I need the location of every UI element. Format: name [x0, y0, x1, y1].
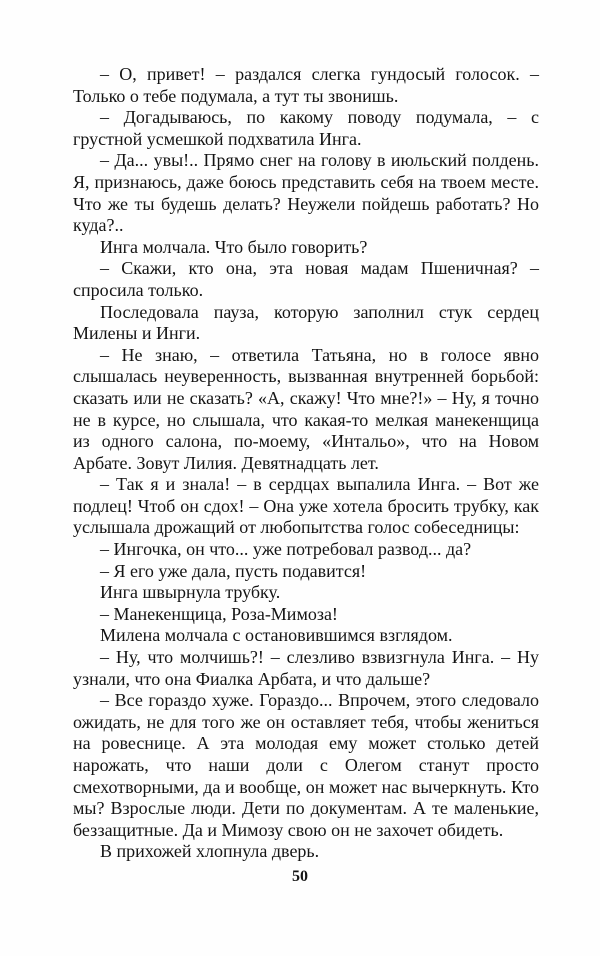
- paragraph-5: – Скажи, кто она, эта новая мадам Пшеничная? – спросила только.: [73, 258, 539, 300]
- paragraph-6: Последовала пауза, которую заполнил стук сердец Милены и Инги.: [73, 301, 539, 344]
- paragraph-16: В прихожей хлопнула дверь.: [100, 841, 320, 862]
- page-text: [73, 64, 539, 863]
- paragraph-10: – Я его уже дала, пусть подавится!: [100, 560, 367, 581]
- paragraph-13: Милена молчала с остановившимся взглядом.: [100, 625, 453, 646]
- paragraph-14: – Ну, что молчишь?! – слезливо взвизгнула Инга. – Ну узнали, что она Фиалка Арбата, и что дальше?: [73, 647, 539, 689]
- paragraph-8: – Так я и знала! – в сердцах выпалила Инга. – Вот же подлец! Чтоб он сдох! – Она уже хотела бросить трубку, как услышала дрожащий от любопытства голос собеседницы:: [73, 474, 539, 538]
- page-number: 50: [292, 868, 308, 885]
- paragraph-2: – Догадываюсь, по какому поводу подумала, – с грустной усмешкой подхватила Инга.: [73, 107, 539, 149]
- paragraph-11: Инга швырнула трубку.: [100, 582, 281, 603]
- paragraph-4: Инга молчала. Что было говорить?: [100, 236, 368, 257]
- paragraph-15: – Все гораздо хуже. Гораздо... Впрочем, этого следовало ожидать, не для того же он оставляет тебя, чтобы жениться на ровеснице. А эта молодая ему может столько детей нарожать, что наши доли с Олегом станут просто смехотворными, да и вообще, он может нас вычеркнуть. Кто мы? Взрослые люди. Дети по документам. А те маленькие, беззащитные. Да и Мимозу свою он не захочет обидеть.: [73, 690, 539, 840]
- paragraph-3: – Да... увы!.. Прямо снег на голову в июльский полдень. Я, признаюсь, даже боюсь представить себя на твоем месте. Что же ты будешь делать? Неужели пойдешь работать? Но куда?..: [73, 150, 539, 236]
- paragraph-7: – Не знаю, – ответила Татьяна, но в голосе явно слышалась неуверенность, вызванная внутренней борьбой: сказать или не сказать? «А, скажу! Что мне?!» – Ну, я точно не в курсе, но слышала, что какая-то мелкая манекенщица из одного салона, по-моему, «Интальо», что на Новом Арбате. Зовут Лилия. Девятнадцать лет.: [73, 344, 539, 473]
- paragraph-12: – Манекенщица, Роза-Мимоза!: [100, 603, 338, 624]
- paragraph-1: – О, привет! – раздался слегка гундосый голосок. – Только о тебе подумала, а тут ты звонишь.: [73, 64, 539, 106]
- paragraph-9: – Ингочка, он что... уже потребовал развод... да?: [100, 539, 472, 560]
